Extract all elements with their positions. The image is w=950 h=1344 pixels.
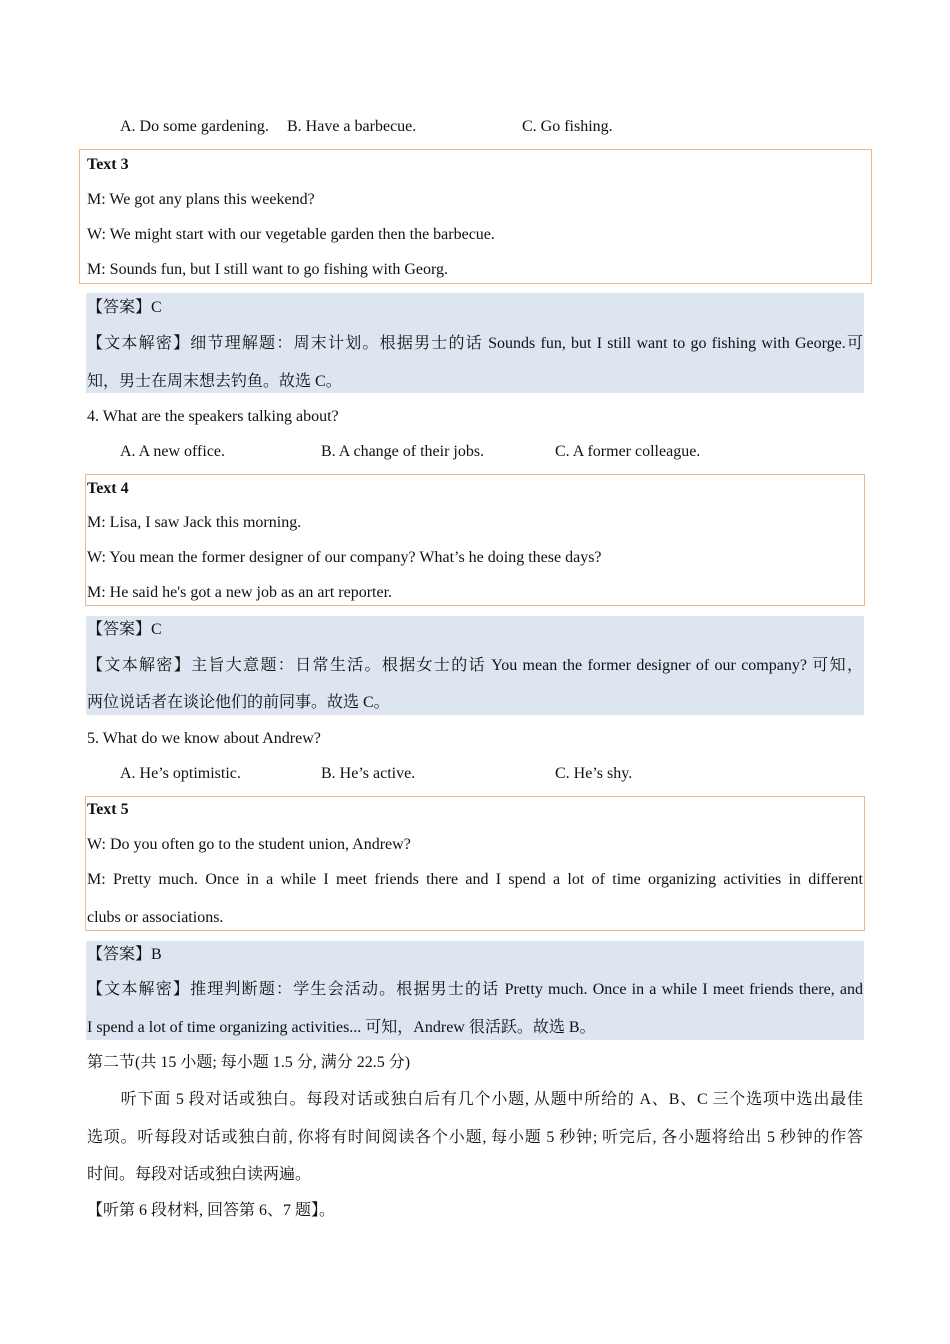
- answer4-label: 【答案】C: [87, 621, 162, 638]
- text5-line-2: M: Pretty much. Once in a while I meet friends there and I spend a lot of time organizing activities in different: [87, 871, 863, 888]
- q5-option-b: B. He’s active.: [321, 765, 416, 782]
- q5-option-a: A. He’s optimistic.: [120, 765, 241, 782]
- answer4-explanation-1: 【文本解密】主旨大意题：日常生活。根据女士的话 You mean the former designer of our company? 可知，: [87, 657, 863, 674]
- q3-option-a: A. Do some gardening.: [120, 118, 269, 135]
- section2-heading: 第二节(共 15 小题; 每小题 1.5 分, 满分 22.5 分): [87, 1054, 411, 1071]
- section2-instructions-3: 时间。每段对话或独白读两遍。: [87, 1166, 312, 1183]
- answer5-explanation-2: I spend a lot of time organizing activities... 可知，Andrew 很活跃。故选 B。: [87, 1019, 596, 1036]
- answer4-explanation-2: 两位说话者在谈论他们的前同事。故选 C。: [87, 694, 390, 711]
- q4-option-a: A. A new office.: [120, 443, 226, 460]
- text5-title: Text 5: [87, 801, 129, 818]
- q3-option-c: C. Go fishing.: [522, 118, 613, 135]
- answer5-label: 【答案】B: [87, 946, 162, 963]
- text5-line-1: W: Do you often go to the student union, Andrew?: [87, 836, 411, 853]
- text5-line-3: clubs or associations.: [87, 909, 224, 926]
- q5-question: 5. What do we know about Andrew?: [87, 730, 321, 747]
- answer5-explanation-1: 【文本解密】推理判断题：学生会活动。根据男士的话 Pretty much. Once in a while I meet friends there, and: [87, 981, 863, 998]
- q5-option-c: C. He’s shy.: [555, 765, 633, 782]
- text4-line-1: M: Lisa, I saw Jack this morning.: [87, 514, 302, 531]
- text3-line-1: M: We got any plans this weekend?: [87, 191, 315, 208]
- q4-option-c: C. A former colleague.: [555, 443, 701, 460]
- text4-line-2: W: You mean the former designer of our company? What’s he doing these days?: [87, 549, 602, 566]
- answer3-explanation-1: 【文本解密】细节理解题：周末计划。根据男士的话 Sounds fun, but I still want to go fishing with George.可: [87, 335, 863, 352]
- section2-listen-prompt: 【听第 6 段材料, 回答第 6、7 题】。: [87, 1202, 336, 1219]
- q4-option-b: B. A change of their jobs.: [321, 443, 485, 460]
- text3-line-2: W: We might start with our vegetable garden then the barbecue.: [87, 226, 495, 243]
- text3-line-3: M: Sounds fun, but I still want to go fishing with Georg.: [87, 261, 449, 278]
- answer3-explanation-2: 知，男士在周末想去钓鱼。故选 C。: [87, 373, 342, 390]
- text4-title: Text 4: [87, 480, 129, 497]
- section2-instructions-2: 选项。听每段对话或独白前, 你将有时间阅读各个小题, 每小题 5 秒钟; 听完后, 各小题将给出 5 秒钟的作答: [87, 1129, 863, 1146]
- q4-question: 4. What are the speakers talking about?: [87, 408, 339, 425]
- q3-option-b: B. Have a barbecue.: [287, 118, 417, 135]
- answer3-label: 【答案】C: [87, 299, 162, 316]
- section2-instructions-1: 听下面 5 段对话或独白。每段对话或独白后有几个小题, 从题中所给的 A、B、C 三个选项中选出最佳: [87, 1091, 863, 1108]
- text3-title: Text 3: [87, 156, 129, 173]
- text4-line-3: M: He said he's got a new job as an art reporter.: [87, 584, 393, 601]
